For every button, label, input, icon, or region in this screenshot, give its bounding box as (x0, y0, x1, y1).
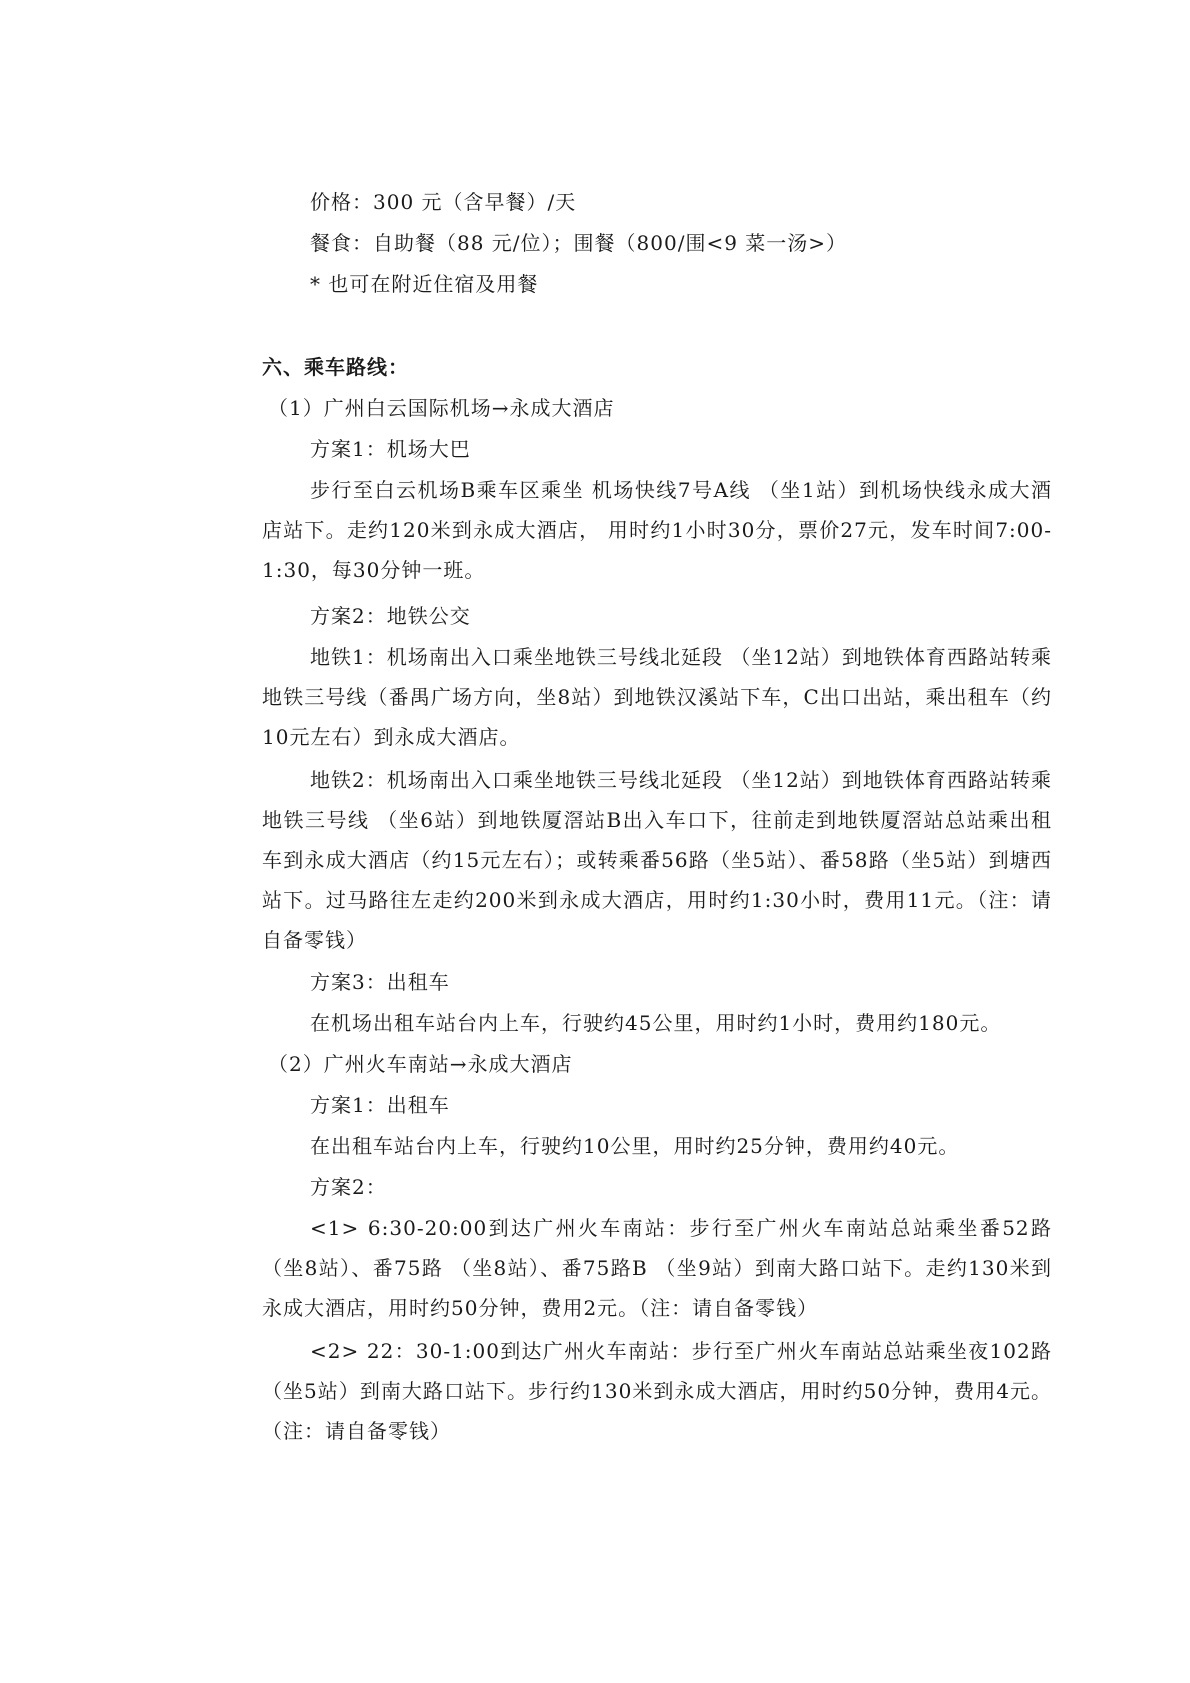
route2-plan1-text: 在出租车站台内上车，行驶约10公里，用时约25分钟，费用约40元。 (310, 1134, 960, 1158)
route1-plan3-title: 方案3：出租车 (310, 970, 450, 994)
section-title: 六、乘车路线： (262, 355, 409, 379)
route2-item1-text: <1> 6:30-20:00到达广州火车南站：步行至广州火车南站总站乘坐番52路（坐8站）、番75路 （坐8站）、番75路B （坐9站）到南大路口站下。走约130米到永成大酒店，用时约50分钟，费用2元。（注：请自备零钱） (262, 1216, 1052, 1320)
route1-metro2-block (262, 760, 1052, 960)
hotel-meals: 餐食：自助餐（88 元/位）；围餐（800/围<9 菜一汤>） (310, 231, 848, 255)
route1-metro1-block (262, 637, 1052, 757)
route2-title: （2）广州火车南站→永成大酒店 (268, 1052, 573, 1076)
route1-metro1-text: 地铁1：机场南出入口乘坐地铁三号线北延段 （坐12站）到地铁体育西路站转乘地铁三号线（番禺广场方向，坐8站）到地铁汉溪站下车，C出口出站，乘出租车（约10元左右）到永成大酒店。 (262, 645, 1052, 749)
route2-item2-block (262, 1331, 1052, 1451)
route1-metro2-text: 地铁2：机场南出入口乘坐地铁三号线北延段 （坐12站）到地铁体育西路站转乘地铁三号线 （坐6站）到地铁厦滘站B出入车口下，往前走到地铁厦滘站总站乘出租车到永成大酒店（约15元左右）；或转乘番56路（坐5站）、番58路（坐5站）到塘西站下。过马路往左走约200米到永成大酒店，用时约1:30小时，费用11元。（注：请自备零钱） (262, 768, 1052, 952)
route2-plan1-title: 方案1：出租车 (310, 1093, 450, 1117)
route2-item1-block (262, 1208, 1052, 1328)
route1-plan2-title: 方案2：地铁公交 (310, 604, 471, 628)
route2-plan2-title: 方案2： (310, 1175, 387, 1199)
route2-item2-text: <2> 22：30-1:00到达广州火车南站：步行至广州火车南站总站乘坐夜102路（坐5站）到南大路口站下。步行约130米到永成大酒店，用时约50分钟，费用4元。（注：请自备零钱） (262, 1339, 1052, 1443)
route1-plan1-text-block (262, 470, 1052, 590)
route1-plan1-text: 步行至白云机场B乘车区乘坐 机场快线7号A线 （坐1站）到机场快线永成大酒店站下。走约120米到永成大酒店， 用时约1小时30分，票价27元，发车时间7:00-1:30，每30分钟一班。 (262, 478, 1052, 582)
route1-title: （1）广州白云国际机场→永成大酒店 (268, 396, 615, 420)
hotel-note: * 也可在附近住宿及用餐 (310, 272, 539, 296)
route1-plan1-title: 方案1：机场大巴 (310, 437, 471, 461)
hotel-price: 价格：300 元（含早餐）/天 (310, 190, 577, 214)
route1-plan3-text: 在机场出租车站台内上车，行驶约45公里，用时约1小时，费用约180元。 (310, 1011, 1002, 1035)
